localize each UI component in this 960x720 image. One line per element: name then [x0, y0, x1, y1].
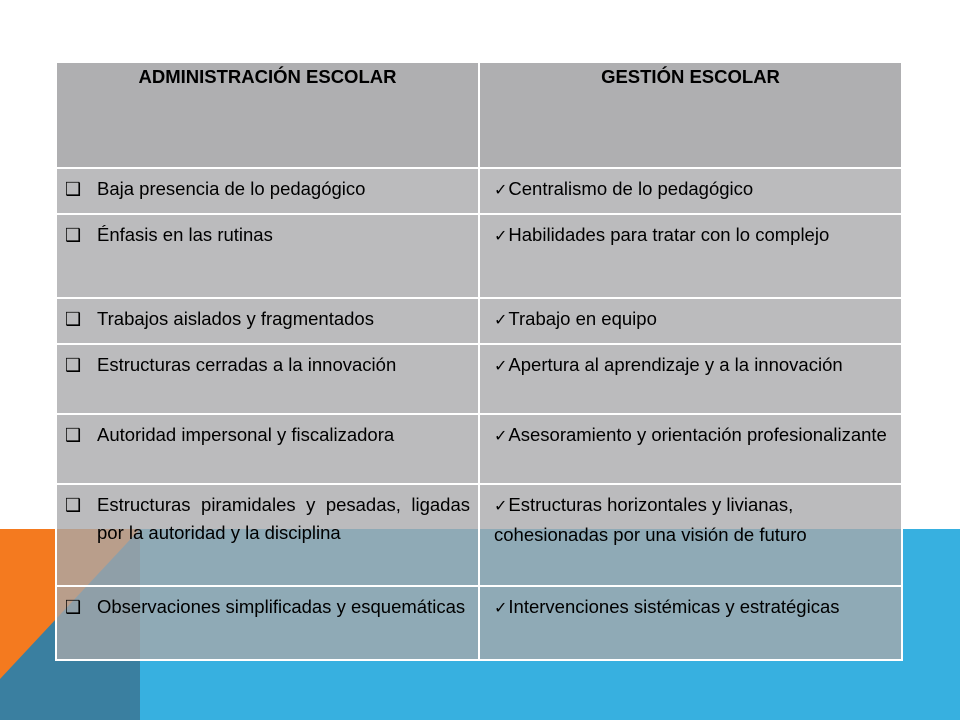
header-row — [56, 62, 902, 168]
square-bullet-icon: ❑ — [65, 179, 82, 199]
square-bullet-icon: ❑ — [65, 425, 82, 445]
square-bullet-icon: ❑ — [65, 597, 82, 617]
left-cell: ❑ Énfasis en las rutinas — [56, 214, 479, 298]
right-cell: ✓Trabajo en equipo — [479, 298, 902, 344]
table-row — [56, 344, 902, 414]
table-row — [56, 586, 902, 660]
checkmark-icon: ✓ — [494, 182, 508, 199]
table-row — [56, 298, 902, 344]
table-row — [56, 484, 902, 586]
checkmark-icon: ✓ — [494, 498, 508, 515]
checkmark-icon: ✓ — [494, 228, 508, 245]
square-bullet-icon: ❑ — [65, 495, 82, 515]
square-bullet-icon: ❑ — [65, 309, 82, 329]
right-cell: ✓Habilidades para tratar con lo complejo — [479, 214, 902, 298]
right-cell: ✓Asesoramiento y orientación profesionalizante — [479, 414, 902, 484]
header-administracion: ADMINISTRACIÓN ESCOLAR — [56, 62, 479, 168]
checkmark-icon: ✓ — [494, 600, 508, 617]
comparison-table — [55, 61, 903, 661]
left-cell: ❑ Estructuras cerradas a la innovación — [56, 344, 479, 414]
left-cell: ❑ Autoridad impersonal y fiscalizadora — [56, 414, 479, 484]
square-bullet-icon: ❑ — [65, 355, 82, 375]
left-cell: ❑ Baja presencia de lo pedagógico — [56, 168, 479, 214]
checkmark-icon: ✓ — [494, 358, 508, 375]
left-cell: ❑ Estructuras piramidales y pesadas, ligadas por la autoridad y la disciplina — [56, 484, 479, 586]
right-cell: ✓Centralismo de lo pedagógico — [479, 168, 902, 214]
right-cell: ✓Intervenciones sistémicas y estratégicas — [479, 586, 902, 660]
table-row — [56, 214, 902, 298]
checkmark-icon: ✓ — [494, 312, 508, 329]
table-row — [56, 414, 902, 484]
left-cell: ❑ Observaciones simplificadas y esquemáticas — [56, 586, 479, 660]
right-cell: ✓Estructuras horizontales y livianas, cohesionadas por una visión de futuro — [479, 484, 902, 586]
checkmark-icon: ✓ — [494, 428, 508, 445]
header-gestion: GESTIÓN ESCOLAR — [479, 62, 902, 168]
table-row — [56, 168, 902, 214]
square-bullet-icon: ❑ — [65, 225, 82, 245]
right-cell: ✓Apertura al aprendizaje y a la innovación — [479, 344, 902, 414]
left-cell: ❑ Trabajos aislados y fragmentados — [56, 298, 479, 344]
